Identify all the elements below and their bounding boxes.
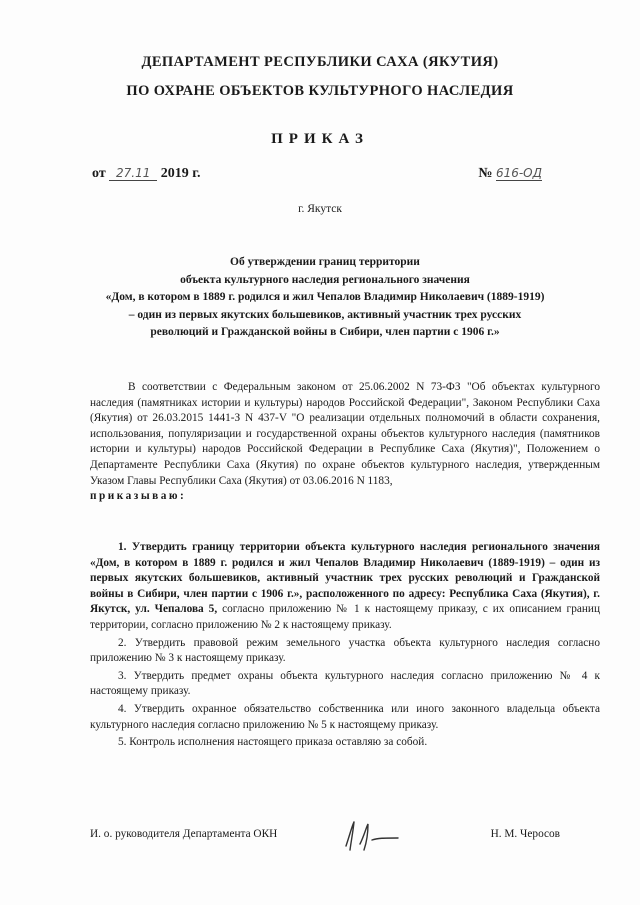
order-word: приказываю: (90, 490, 187, 503)
order-item-5: 5. Контроль исполнения настоящего приказа оставляю за собой. (118, 736, 428, 749)
letterhead-line-1: ДЕПАРТАМЕНТ РЕСПУБЛИКИ САХА (ЯКУТИЯ) (141, 54, 499, 70)
order-item-3: 3. Утвердить предмет охраны объекта культурного наследия согласно приложению № 4 к настоящему приказу. (90, 669, 600, 698)
signatory-name: Н. М. Черосов (490, 828, 560, 840)
date-prefix: от (92, 166, 106, 181)
preamble-body: В соответствии с Федеральным законом от 25.06.2002 N 73-ФЗ "Об объектах культурного наследия (памятниках истории и культуры) народов Российской Федерации", Законом Республики Саха (Якутия) от 26.03.2015 1441-З N 437-V "О реализации отдельных полномочий в области сохранения, использования, популяризации и государственной охраны объектов культурного наследия (памятников истории и культуры) народов Российской Федерации в Республике Саха (Якутия)", Положением о Департаменте Республики Саха (Якутия) по охране объектов культурного наследия, утвержденным Указом Главы Республики Саха (Якутия) от 03.06.2016 N 1183, (90, 381, 600, 487)
order-date (92, 166, 200, 182)
subject-line-3: «Дом, в котором в 1889 г. родился и жил Чепалов Владимир Николаевич (1889-1919) (105, 291, 545, 303)
item-1-rest: согласно приложению № 1 к настоящему приказу, с их описанием границ территории, согласно приложению № 2 к настоящему приказу. (90, 603, 600, 631)
order-subject (90, 254, 560, 342)
subject-line-2: объекта культурного наследия регионального значения (180, 273, 470, 286)
order-items (90, 540, 600, 753)
date-year: 2019 г. (160, 166, 201, 181)
letterhead-line-2: ПО ОХРАНЕ ОБЪЕКТОВ КУЛЬТУРНОГО НАСЛЕДИЯ (126, 83, 514, 99)
number-handwritten: 616-ОД (495, 166, 542, 180)
date-number-row (92, 166, 542, 186)
order-number (478, 166, 542, 182)
order-item-1 (90, 540, 600, 634)
signature-block (90, 824, 560, 848)
city: г. Якутск (298, 203, 342, 215)
preamble-text (90, 380, 600, 489)
number-prefix: № (478, 166, 493, 181)
date-handwritten: 27.11 (109, 166, 157, 181)
subject-line-5: революций и Гражданской войны в Сибири, член партии с 1906 г.» (150, 326, 500, 338)
order-item-2: 2. Утвердить правовой режим земельного участка объекта культурного наследия согласно приложению № 3 к настоящему приказу. (90, 636, 600, 665)
handwritten-signature (338, 816, 408, 856)
order-title: ПРИКАЗ (271, 131, 369, 147)
preamble (90, 380, 600, 505)
subject-line-4: – один из первых якутских большевиков, активный участник трех русских (128, 308, 522, 321)
subject-line-1: Об утверждении границ территории (230, 256, 420, 268)
letterhead (0, 48, 640, 106)
item-1-bold: 1. Утвердить границу территории объекта культурного наследия регионального значения «Дом, в котором в 1889 г. родился и жил Чепалов Владимир Николаевич (1889-1919) – один из первых якутских большевиков, активный участник трех русских революций и Гражданской войны в Сибири, член партии с 1906 г.», расположенного по адресу: Республика Саха (Якутия), г. Якутск, ул. Чепалова 5, (90, 541, 600, 616)
signatory-position: И. о. руководителя Департамента ОКН (90, 828, 278, 840)
order-item-4: 4. Утвердить охранное обязательство собственника или иного законного владельца объекта культурного наследия согласно приложению № 5 к настоящему приказу. (90, 702, 600, 731)
